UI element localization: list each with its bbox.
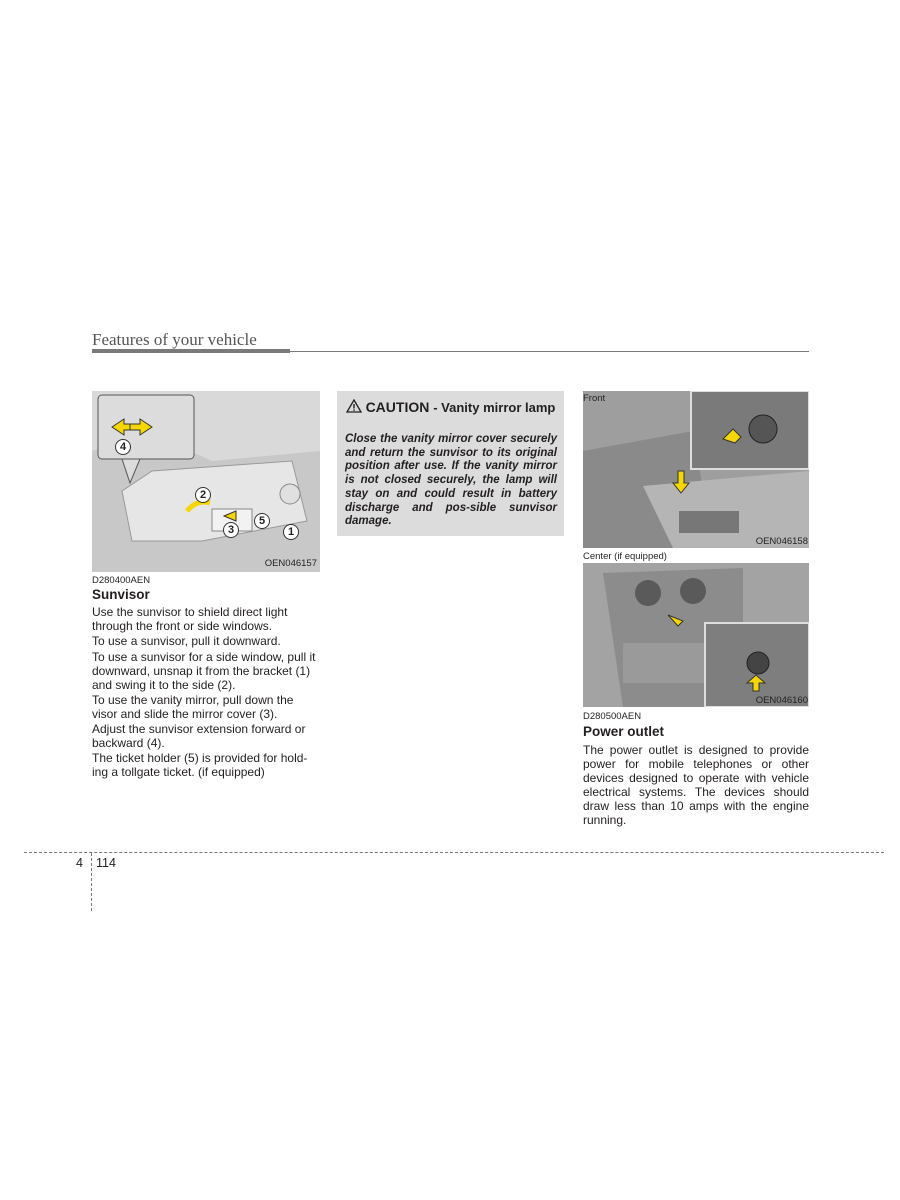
figure-code: OEN046157 [264,558,317,569]
figure-code: OEN046158 [755,536,808,547]
callout-3: 3 [223,522,239,538]
sunvisor-heading: Sunvisor [92,587,150,602]
chapter-number: 4 [76,856,83,870]
power-outlet-center-figure [583,563,809,707]
power-outlet-heading: Power outlet [583,724,665,739]
warning-triangle-icon [346,399,362,413]
caution-title: CAUTION [365,399,430,415]
caution-box [337,391,564,536]
footer-rule [24,852,884,853]
sunvisor-figure [92,391,320,572]
doc-code: D280500AEN [583,711,642,722]
sunvisor-paragraph: Adjust the sunvisor extension forward or backward (4). [92,722,306,750]
sunvisor-illustration [92,391,320,572]
sunvisor-paragraph: Use the sunvisor to shield direct light through the front or side windows. [92,605,288,633]
callout-4: 4 [115,439,131,455]
header-rule-thin [290,351,809,352]
sunvisor-paragraph: To use a sunvisor, pull it downward. [92,634,281,648]
callout-5: 5 [254,513,270,529]
power-outlet-front-figure [583,391,809,548]
header-rule-thick [92,349,290,353]
front-label: Front [583,393,606,404]
caution-heading [337,399,564,416]
sunvisor-paragraph: To use the vanity mirror, pull down the visor and slide the mirror cover (3). [92,693,294,721]
figure-code: OEN046160 [755,695,808,706]
callout-1: 1 [283,524,299,540]
section-title: Features of your vehicle [92,330,257,349]
sunvisor-paragraph: To use a sunvisor for a side window, pull it downward, unsnap it from the bracket (1) and swing it to the side (2). [92,650,316,692]
sunvisor-paragraph: The ticket holder (5) is provided for hold-ing a tollgate ticket. (if equipped) [92,751,308,779]
callout-2: 2 [195,487,211,503]
center-label: Center (if equipped) [583,551,667,562]
footer-divider [91,853,92,911]
page-number: 114 [96,856,116,870]
power-outlet-body: The power outlet is designed to provide power for mobile telephones or other devices designed to operate with vehicle electrical systems. The devices should draw less than 10 amps with the engine running. [583,743,809,827]
caution-subtitle: - Vanity mirror lamp [433,400,556,415]
caution-body: Close the vanity mirror cover securely and return the sunvisor to its original position after use. If the vanity mirror is not closed securely, the lamp will stay on and could result in battery discharge and pos-sible sunvisor damage. [345,433,557,528]
center-console-illustration [583,563,809,707]
front-console-illustration [583,391,809,548]
doc-code: D280400AEN [92,575,151,586]
